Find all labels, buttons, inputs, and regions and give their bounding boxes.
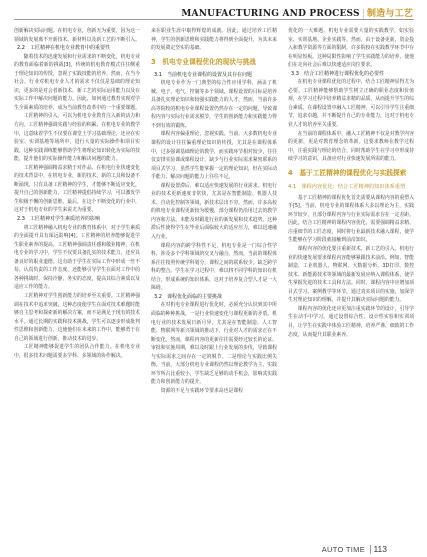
paragraph: 机电专业作为一门典型的综合性应用学科，涵盖了机械、电子、电气、控制等多个领域，课程设置的目标是培养具备扎实理论知识和较强实践能力的人才，然而，当前许多高等院校的机电专业课程设置仍然存在一定的问题，导致课程内容与实际行业需求脱节，学生的创新能力和实践能力得不到有效的锻炼。 xyxy=(151,80,277,129)
header-title-zh: 制造与工艺 xyxy=(366,9,413,19)
footer-rule xyxy=(370,545,371,554)
article-body xyxy=(14,27,414,534)
paragraph: 课程内容的优化要注重新技术、新工艺的引入。机电行业的快速发展要求课程内容能够紧跟技术前沿。例如，智能制造、工业机器人、物联网、大数据分析、3D打印、数控技术、新能源技术等领域的最新发展应纳入课程体系，使学生掌握先进的技术工具和方法。同时，课程内容中应增加项目式学习、案例教学等环节，通过真实项目的实施，加深学生对理论知识的理解，并提升其解决实际问题的能力。 xyxy=(288,246,414,304)
paragraph: 工匠精神能够促进学生的团队合作能力。在机电专业中，很多技术问题需要多学科、多领域的协作解决。 xyxy=(14,344,140,359)
header-rule xyxy=(14,19,414,20)
subsection-heading: 3.2 课程优化面临的主要挑战 xyxy=(154,293,222,300)
subsection-heading: 4.1 课程内容优化：结合工匠精神的知识体系重塑 xyxy=(288,183,406,190)
paragraph: 来在职业生涯中取得辉煌的成就。因此，通过培养工匠精神，学生的创新思维和实践能力将得到全面提升，为其未来的发展奠定坚实的基础。 xyxy=(151,28,277,52)
paragraph: 工匠精神的引入，可以为机电专业教育注入新的活力和方向。工匠精神强调实践与经验的积累。在机电专业的教学中，这意味着学生不仅要在课堂上学习基础理论，还应在实验室、实训基地等场所中，进行大量的实际操作和项目实践。这种实践训练能够帮助学生将理论知识转化为实际的技能，提升他们的实际操作能力和解决问题的能力。 xyxy=(14,113,140,163)
paragraph: 在机电专业课程优化的过程中，结合工匠精神显得尤为必要。工匠精神能够帮助学生树立正确的职业态度和价值观，在学习过程中培养精益求精的品质，从而提升学生的综合素质。在课程设置中融入工匠精神，可以引导学生注重细节，追求卓越，并不断提升自己的专业能力，这对于机电专业人才的培养至关重要。 xyxy=(288,79,414,129)
paragraph: 优化的一大难题。机电专业需要大量的实践教学，如实验室、实训基地、企业实践等。然而，由于设备更新、资金投入和教学资源等方面的限制，许多院校在实践教学环节中存在明显短板。这种局限性影响了学生实践能力的培养，使他们在走向社会后难以快速适应岗位要求。 xyxy=(288,28,414,69)
header-separator: | xyxy=(361,9,365,19)
paragraph: 基于工匠精神的课程优化首先需要从课程内容的重塑入手[5]。当前，机电专业的课程体系大多以理论为主，实践环节较少，且部分课程内容与行业实际需求存在一定差距。因此，结合工匠精神的课程内容优化，需要强调精益求精、注重细节的工匠态度，同时将行业最新技术融入课程，使学生能够在学习阶段就接触到前沿知识。 xyxy=(288,194,414,244)
column-left xyxy=(14,27,140,534)
paragraph: 课程内容偏重理论，忽视实践。当前，大多数机电专业课程的设计往往偏重理论知识的传授，尤其是在课程体系中，过多强调基础理论的教学，而实践环节相对较少，往往仅安排实验课或课程设计，缺少与行业实际需求紧密联系的项目式学习，虽然学生能掌握一定的理论知识，但在实际动手能力、解决问题的能力上往往不足。 xyxy=(151,131,277,181)
paragraph: 将工匠精神融入机电专业的教育体系中，对于学生素质的全面提升具有深远影响[4]。工匠精神的培养能够促进学生职业素养的提高。工匠精神强调责任感和敬业精神。在机电专业的学习中，学生不仅要具备扎实的技术能力，还应具备良好的职业道德。这有助于学生在实际工作中形成一丝不苟、认真负责的工作态度，还能够引导学生在面对工作中的各种挑战时，保持冷静、务实的态度，提高其综合素质以及适应工作的能力。 xyxy=(14,224,140,291)
subsection-heading: 3.1 当前机电专业课程的设置及其存在问题 xyxy=(154,71,252,78)
section-heading: 3 机电专业课程优化的现状与挑战 xyxy=(151,57,256,66)
paragraph: 课程内容的跨学科性不足，机电专业是一门综合性学科，涉及多个学科领域的交叉与融合。然而，当前的课程体系往往按照传统学科划分，课程之间的联系较少，缺乏跨学科的整合。学生在学习过程中，难以将不同学科的知识有机结合，形成系统的知识体系，这对于培养复合型人才是一大障碍。 xyxy=(151,242,277,292)
page-number: 113 xyxy=(373,544,387,554)
subsection-heading: 2.3 工匠精神对学生素质培养的影响 xyxy=(17,216,100,223)
page-header xyxy=(181,6,413,19)
subsection-heading: 2.2 工匠精神在机电专业教育中的重要性 xyxy=(17,45,110,52)
footer-brand: AUTO TIME xyxy=(321,545,365,554)
paragraph: 资源的不足与实践环节要求高也是课程 xyxy=(160,387,244,394)
paragraph: 在当前的课程体系中，融入工匠精神不仅是对教学内容的更新，更是对教育理念的革新。这要求教师在教学过程中，注重实践与理论的结合，同时帮助学生在学习中形成持续学习的意识，具备应对行业快速发展所需的能力。 xyxy=(288,130,414,163)
paragraph: 在对机电专业课程进行优化时，必须充分认识到其中所面临的种种挑战。一是行业快速变化与课程更新的矛盾。机电行业的技术发展日新月异，尤其是在智能制造、人工智能、物联网等新兴领域的推动下，行业对人才的需求正在不断变化。然而，课程内容的更新往往需要经过较长的论证、审批和实施周期，难以及时跟上行业发展的步伐，导致课程与实际需求之间存在一定的脱节。二是理论与实践比例失衡。当前，大部分机电专业课程仍然以理论教学为主，实践环节所占比重较小，学生缺乏足够的动手机会，影响其实践能力和创新能力的提升。 xyxy=(151,302,277,386)
paragraph: 工匠精神强调精益求精于对作品、在机电行业快速变化的技术背景中，在机电专业，新的技术、新的工具和设备不断涌现，只有具备工匠精神的学生，才能够不断适应变化，提升自己的创新能力。工匠精神提倡持续学习，可以激发学生积极不懈的创新思维。最后，在这个不断变化的行业中，这对于机电专业的学生来说尤为重要。 xyxy=(14,164,140,214)
paragraph: 创新解决实际问题。在机电专业，创新无为重要，因为这一领域的发展离不开新技术、新材料以及新工艺的不断引入。 xyxy=(14,28,140,43)
header-title-en: MANUFACTURING AND PROCESS xyxy=(181,9,360,19)
paragraph: 工匠精神对学生创新能力的培养至关重要。工匠精神强调在技术中追求突破，这种态度使学生在面对技术难题时能够自主思考和探索新的解决方案，而不是满足于现有的技术水平。通过长期的实践和技术挑战，学生可以逐步形成批判性思维和创新能力，这使他们在未来的工作中，能够勇于在自己的领域进行创新，推动技术的进步。 xyxy=(14,292,140,342)
column-right xyxy=(288,27,414,534)
paragraph: 随着技术的迅速发展和行业需求的不断变化，机电专业的教育面临着新的挑战[3]。传统的机电教育模式往往侧重于理论知识的传授，忽视了实践技能的培养。然而，在当今社会，行业对机电专业人才的需求不仅仅是基础的理论知识，更多的是对会者新技术、新工艺的实际运用能力以及在实际工作中解决问题的能力。因此，如何通过教育实现对学生全面素质的培养，成为当前教育改革中的一个重要课题。 xyxy=(14,53,140,111)
section-heading: 4 基于工匠精神的课程优化与实践探索 xyxy=(288,168,407,177)
column-middle xyxy=(151,27,277,534)
paragraph: 课程设置滞后，难以适应快速发展的行业需求。机电行业的技术更新速度非常快，尤其是在智能制造、机器人技术、自动化控制等领域，新技术层出不穷。然而，许多高校的机电专业课程更新较为缓慢，部分课程仍沿用过去的教学内容和方法，未能及时跟进行业的新发展和技术趋势。这种滞后性使得学生在毕业后面临较大的适应压力，难以迅速融入行业。 xyxy=(151,182,277,241)
paragraph: 课程内容的优化还应更加注重实践环节的设计，引导学生在动手中学习。通过设置综合性、设计性实验和实训项目，让学生在实践中体验工匠精神，培养严谨、细致的工作态度，从而提升其职业素养。 xyxy=(288,305,414,338)
subsection-heading: 3.3 结合工匠精神进行课程优化的必要性 xyxy=(291,70,384,77)
